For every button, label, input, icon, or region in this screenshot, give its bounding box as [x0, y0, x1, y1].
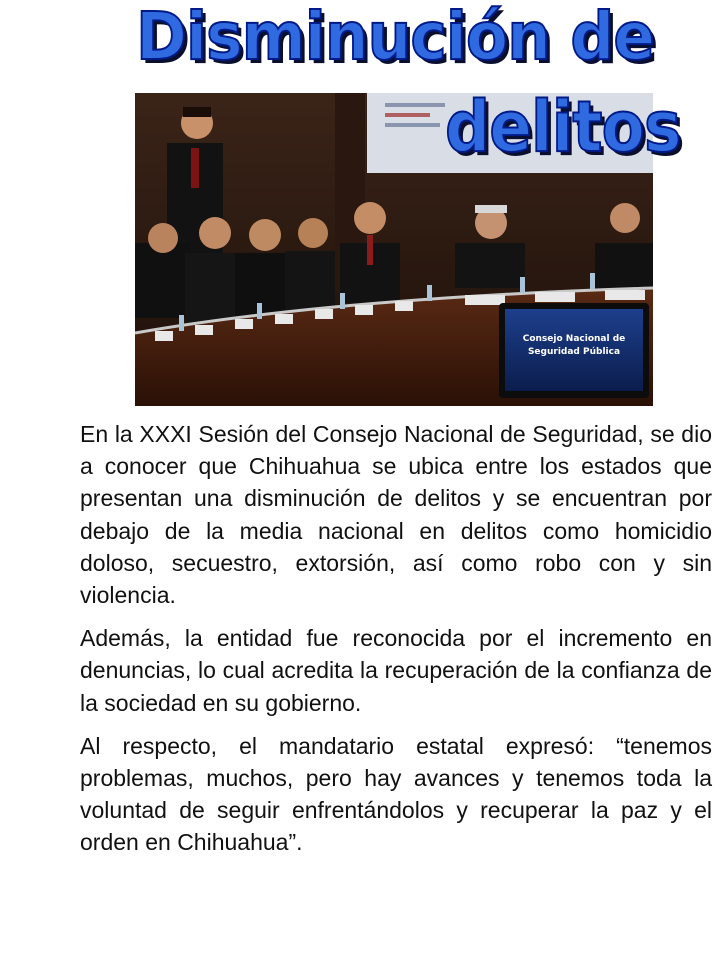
paragraph-2: Además, la entidad fue reconocida por el incremento en denuncias, lo cual acredita la recuperación de la confianza de la sociedad en su gobierno.: [80, 625, 712, 716]
svg-text:Consejo Nacional de: Consejo Nacional de: [522, 334, 626, 344]
paragraph-1: En la XXXI Sesión del Consejo Nacional de Seguridad, se dio a conocer que Chihuahua se ubica entre los estados que presentan una disminución de delitos y se encuentran por debajo de la media nacional en delitos como homicidio doloso, secuestro, extorsión, así como robo con y sin violencia.: [80, 421, 712, 609]
title-line-1: Disminución de: [136, 0, 655, 75]
title-line-2: delitos: [445, 86, 681, 168]
article-body: [80, 418, 712, 870]
paragraph-3: Al respecto, el mandatario estatal expresó: “tenemos problemas, muchos, pero hay avances y tenemos toda la voluntad de seguir enfrentándolos y recuperar la paz y el orden en Chihuahua”.: [80, 732, 712, 856]
svg-text:Seguridad Pública: Seguridad Pública: [527, 347, 621, 357]
